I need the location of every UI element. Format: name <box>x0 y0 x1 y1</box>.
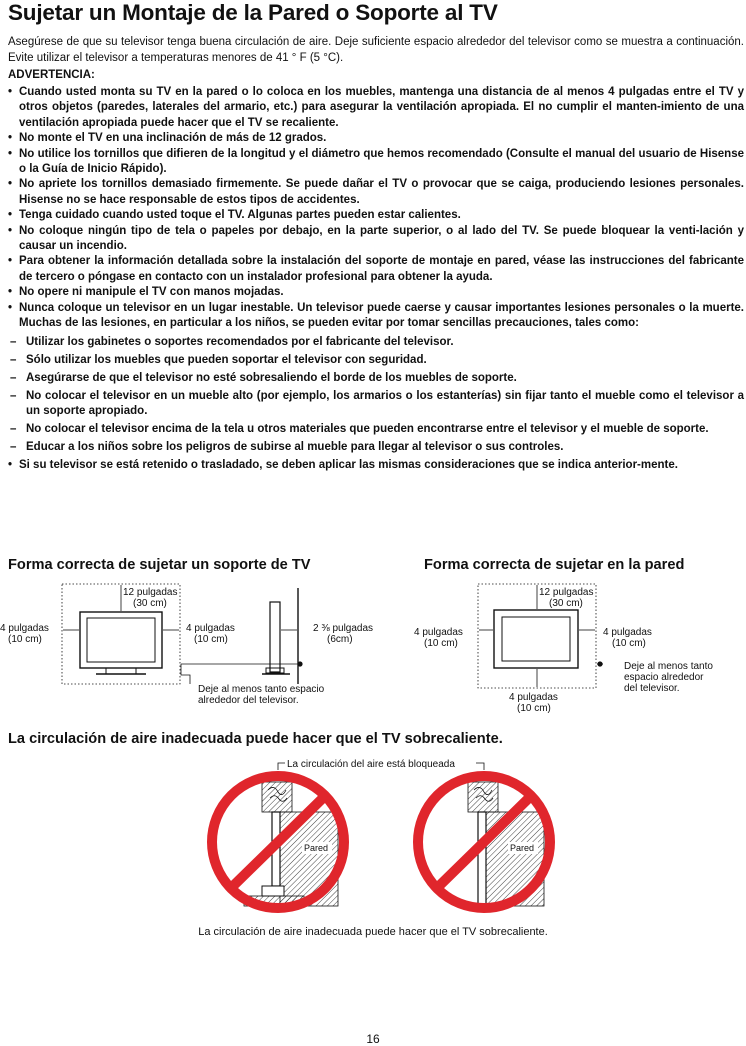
stand-note-2: alrededor del televisor. <box>198 695 299 706</box>
page-number: 16 <box>366 1032 380 1046</box>
precaution-item: – Utilizar los gabinetes o soportes recomendados por el fabricante del televisor. <box>8 335 744 350</box>
warning-item: • No utilice los tornillos que difieren de la longitud y el diámetro que hemos recomendado (Consulte el manual del usuario de Hisense o la Guía de Inicio Rápido). <box>8 147 744 178</box>
wall-right-label-1: 4 pulgadas <box>603 627 652 638</box>
airflow-diagrams <box>0 752 746 920</box>
wall-right-label-2: (10 cm) <box>612 638 646 649</box>
tv-side-icon <box>478 812 486 906</box>
stand-right-label-2: (10 cm) <box>194 634 228 645</box>
warning-item: • Tenga cuidado cuando usted toque el TV. Algunas partes pueden estar calientes. <box>8 208 744 223</box>
wall-label-right: Pared <box>510 843 535 853</box>
stand-diagram <box>62 584 303 684</box>
warning-item: • Nunca coloque un televisor en un lugar inestable. Un televisor puede caerse y causar importantes lesiones personales o la muerte. Muchas de las lesiones, en particular a los niños, se pueden evitar por tomar sencillas precauciones, tales como: <box>8 301 744 332</box>
warning-item: • No apriete los tornillos demasiado firmemente. Se puede dañar el TV o provocar que se caiga, produciendo lesiones personales. Hisense no se hace responsable de estos tipos de accidentes. <box>8 177 744 208</box>
airflow-section-title: La circulación de aire inadecuada puede hacer que el TV sobrecaliente. <box>8 731 503 747</box>
wall-diagram <box>478 584 603 688</box>
wall-labels <box>414 587 713 714</box>
warning-item: • No opere ni manipule el TV con manos mojadas. <box>8 285 744 300</box>
stand-note-1: Deje al menos tanto espacio <box>198 684 325 695</box>
airflow-scene-right <box>412 770 556 914</box>
precaution-item: – No colocar el televisor en un mueble alto (por ejemplo, los armarios o los estanterías) sin fijar tanto el mueble como el televisor a un soporte apropiado. <box>8 389 744 420</box>
tv-stand-icon <box>106 668 136 674</box>
wall-bottom-label-2: (10 cm) <box>517 703 551 714</box>
precaution-item: – Educar a los niños sobre los peligros de subirse al mueble para llegar al televisor o sus controles. <box>8 440 744 455</box>
blocked-air-label: La circulación del aire está bloqueada <box>287 759 455 770</box>
stand-left-label-2: (10 cm) <box>8 634 42 645</box>
wall-section-title: Forma correcta de sujetar en la pared <box>424 557 685 573</box>
wall-left-label-2: (10 cm) <box>424 638 458 649</box>
tv-screen-icon <box>87 618 155 662</box>
stand-right-label-1: 4 pulgadas <box>186 623 235 634</box>
wall-top-label-2: (30 cm) <box>549 598 583 609</box>
tv-front-icon <box>80 612 162 668</box>
stand-top-label-2: (30 cm) <box>133 598 167 609</box>
warning-title: ADVERTENCIA: <box>8 69 95 81</box>
wall-top-label-1: 12 pulgadas <box>539 587 594 598</box>
precaution-list <box>8 335 744 456</box>
warning-list <box>8 85 744 474</box>
wall-label-left: Pared <box>304 843 329 853</box>
stand-labels <box>0 587 373 706</box>
warning-item-final: • Si su televisor se está retenido o trasladado, se deben aplicar las mismas consideraciones que se indica anterior-mente. <box>8 458 744 473</box>
stand-side-label-2: (6cm) <box>327 634 353 645</box>
precaution-item: – No colocar el televisor encima de la tela u otros materiales que pueden encontrarse entre el televisor y el mueble de soporte. <box>8 422 744 437</box>
wall-note-3: del televisor. <box>624 683 680 694</box>
wall-note-1: Deje al menos tanto <box>624 661 713 672</box>
stand-left-label-1: 4 pulgadas <box>0 623 49 634</box>
wall-bottom-label-1: 4 pulgadas <box>509 692 558 703</box>
warning-item: • No coloque ningún tipo de tela o papeles por debajo, en la parte superior, o al lado del TV. Se puede bloquear la venti-lación y causar un incendio. <box>8 224 744 255</box>
wall-left-label-1: 4 pulgadas <box>414 627 463 638</box>
stand-side-label-1: 2 ⅜ pulgadas <box>313 623 374 634</box>
warning-item: • No monte el TV en una inclinación de más de 12 grados. <box>8 131 744 146</box>
airflow-scene-left <box>206 770 350 914</box>
precaution-group <box>8 335 744 456</box>
stand-top-label-1: 12 pulgadas <box>123 587 178 598</box>
clearance-diagrams <box>0 580 746 720</box>
wall-note-2: espacio alrededor <box>624 672 704 683</box>
page-title: Sujetar un Montaje de la Pared o Soporte al TV <box>8 0 498 25</box>
warning-item: • Para obtener la información detallada sobre la instalación del soporte de montaje en pared, véase las instrucciones del fabricante de tercero o póngase en contacto con un instalador profesional para obtener la ayuda. <box>8 254 744 285</box>
warning-item: • Cuando usted monta su TV en la pared o lo coloca en los muebles, mantenga una distancia de al menos 4 pulgadas entre el TV y otros objetos (paredes, laterales del armario, etc.) para asegurar la ventilación apropiada. El no cumplir el manten-imiento de una ventilación apropiada puede hacer que el TV se recaliente. <box>8 85 744 131</box>
tv-side-icon <box>270 602 280 672</box>
airflow-caption: La circulación de aire inadecuada puede hacer que el TV sobrecaliente. <box>198 926 548 938</box>
stand-section-title: Forma correcta de sujetar un soporte de TV <box>8 557 311 573</box>
precaution-item: – Sólo utilizar los muebles que pueden soportar el televisor con seguridad. <box>8 353 744 368</box>
precaution-item: – Asegúrarse de que el televisor no esté sobresaliendo el borde de los muebles de soporte. <box>8 371 744 386</box>
intro-paragraph: Asegúrese de que su televisor tenga buena circulación de aire. Deje suficiente espacio alrededor del televisor como se muestra a continuación. Evite utilizar el televisor a temperaturas menores de 41 ° F (5 °C). <box>8 36 744 64</box>
wall-tv-icon <box>494 610 578 668</box>
wall-tv-screen-icon <box>502 617 570 661</box>
